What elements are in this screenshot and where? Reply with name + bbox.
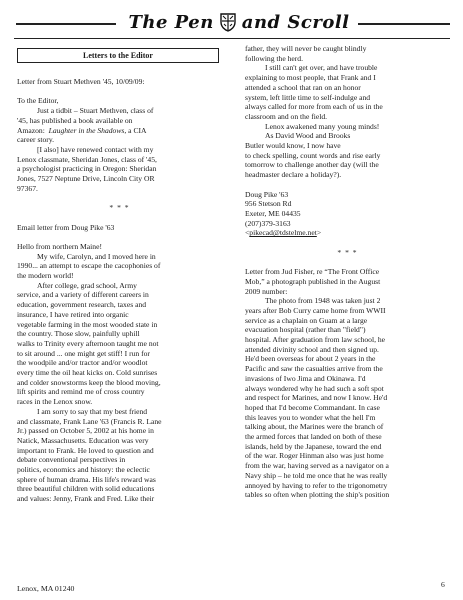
letter2-line: tomorrow to challenge another day (will the xyxy=(245,160,379,170)
letter2-line: As David Wood and Brooks xyxy=(265,131,351,141)
letter2-line: three beautiful children with solid educations xyxy=(17,484,155,494)
section-title: Letters to the Editor xyxy=(83,50,153,60)
page-number: 6 xyxy=(441,580,445,589)
letter2-line: the modern world! xyxy=(17,271,74,280)
masthead-title-left: The Pen xyxy=(128,11,214,33)
letter2-line: to sit around ... one might get stiff! I run for xyxy=(17,348,150,358)
section-separator-stars: * * * xyxy=(109,203,130,213)
letter1-line: Amazon: Laughter in the Shadows, a CIA xyxy=(17,125,147,135)
letter2-line: always called for more from each of us in the xyxy=(245,102,383,112)
letter3-line: of the war. Roger Hinman also was just home xyxy=(245,451,384,461)
signature-name: Doug Pike '63 xyxy=(245,189,289,199)
letter1-line: Jones, 7527 Neptune Drive, Lincoln City OR xyxy=(17,174,155,184)
letter2-line: My wife, Carolyn, and I moved here in xyxy=(37,251,156,261)
letter1-line: Lenox classmate, Sheridan Jones, class of '45, xyxy=(17,154,157,164)
masthead-rule-right xyxy=(358,23,450,25)
letter3-line: The photo from 1948 was taken just 2 xyxy=(265,296,381,306)
letter2-line: lift spirits and remind me of cross country xyxy=(17,387,145,397)
masthead-rule-left xyxy=(16,23,116,25)
letter2-line: important to Frank. He loved to question and xyxy=(17,445,154,455)
letter2-line: explaining to most people, that Frank and I xyxy=(245,73,376,83)
letter2-line: Natick, Massachusetts. Education was very xyxy=(17,435,149,445)
footer-location: Lenox, MA 01240 xyxy=(17,584,75,593)
letter2-line: to check spelling, count words and rise early xyxy=(245,150,381,160)
letter3-line: this leaves you to wonder what the hell I'm xyxy=(245,412,376,422)
letter2-heading: Email letter from Doug Pike '63 xyxy=(17,222,115,232)
letter2-line: politics, economics and history: the eclectic xyxy=(17,465,150,475)
letter2-line: I still can't get over, and have trouble xyxy=(265,63,378,73)
letter3-line: and respect for Marines, and now I know. He'd xyxy=(245,393,388,403)
letter2-line: and classmate, Frank Lane '63 (Francis R. Lane xyxy=(17,416,162,426)
letter3-line: service as a chaplain on Guam at a large xyxy=(245,315,368,325)
masthead-title-right: and Scroll xyxy=(241,11,350,33)
letter3-line: hoped that I'd become Commandant. In case xyxy=(245,402,380,412)
letter2-line: education, government research, taxes and xyxy=(17,300,147,310)
letter1-line: [I also] have renewed contact with my xyxy=(37,144,154,154)
letter1-line: career story. xyxy=(17,135,55,145)
letter2-line: I am sorry to say that my best friend xyxy=(37,406,148,416)
letter1-heading: Letter from Stuart Methven '45, 10/09/09: xyxy=(17,77,145,86)
letter3-line: He'd been overseas for about 2 years in the xyxy=(245,354,376,364)
letter3-heading: Letter from Jud Fisher, re “The Front Office xyxy=(245,267,380,277)
letter2-greeting: Hello from northern Maine! xyxy=(17,241,102,251)
letter2-line: system, left little time to self-indulge and xyxy=(245,92,371,102)
letter2-line: the country. Those slow, painfully uphill xyxy=(17,329,140,339)
letter2-line: and values: Jenny, Frank and Fred. Like their xyxy=(17,494,155,504)
letter3-line: from the war, having served as a navigator on a xyxy=(245,461,389,471)
letter2-line: following the herd. xyxy=(245,53,303,63)
letter2-line: Butler would know, I now have xyxy=(245,141,341,151)
letter3-line: attended divinity school and then signed up. xyxy=(245,344,379,354)
letter3-line: annoyed by having to refer to the trigonometry xyxy=(245,480,388,490)
header-divider xyxy=(14,38,450,39)
masthead-title xyxy=(122,7,356,37)
letter2-line: and colder snowstorms keep the blood moving, xyxy=(17,377,161,387)
letter3-line: talking about, the Marines were the branch of xyxy=(245,422,384,432)
letter2-line: walks to Trinity every afternoon taught me not xyxy=(17,338,159,348)
letter2-line: Lenox awakened many young minds! xyxy=(265,121,380,131)
letter1-line: a psychologist practicing in Oregon: Sheridan xyxy=(17,164,157,174)
signature-email-line: <pikecad@tdstelme.net> xyxy=(245,228,322,238)
letter2-line: races in the Lenox snow. xyxy=(17,397,93,407)
letter2-line: classroom and on the field. xyxy=(245,111,328,121)
letter2-line: service, and a variety of different careers in xyxy=(17,290,149,300)
letter3-line: Navy ship – he told me once that he was really xyxy=(245,470,388,480)
letter3-line: islands, held by the Japanese, toward the end xyxy=(245,441,382,451)
letter2-line: debate conventional perspectives in xyxy=(17,455,126,465)
letter2-line: sphere of human drama. His life's reward was xyxy=(17,474,156,484)
letter3-line: the armed forces that landed on both of these xyxy=(245,432,382,442)
shield-crest-icon xyxy=(217,11,239,33)
letter2-line: vegetable farming in the most wooded state in xyxy=(17,319,158,329)
signature-street: 956 Stetson Rd xyxy=(245,199,292,209)
letter3-line: years after Bob Curry came home from WWII xyxy=(245,305,386,315)
letter2-line: insurance, I have retired into organic xyxy=(17,309,129,319)
letter3-line: tables so often when plotting the ship's position xyxy=(245,490,390,500)
signature-phone: (207)379-3163 xyxy=(245,218,291,228)
masthead xyxy=(0,4,463,38)
letter1-line: 97367. xyxy=(17,183,38,193)
signature-city: Exeter, ME 04435 xyxy=(245,208,301,218)
right-column xyxy=(245,44,450,500)
section-title-box xyxy=(17,48,219,63)
letter3-line: invasions of Iwo Jima and Okinawa. I'd xyxy=(245,373,366,383)
left-column xyxy=(17,48,222,504)
letter3-line: always wondered why he had such a soft spot xyxy=(245,383,384,393)
letter3-heading: Mob,” a photograph published in the August xyxy=(245,276,381,286)
letter3-heading: 2009 number: xyxy=(245,286,288,296)
letter2-line: father, they will never be caught blindly xyxy=(245,44,367,53)
letter2-line: every time the oil heat kicks on. Cold sunrises xyxy=(17,368,158,378)
letter2-line: attended a school that ran on an honor xyxy=(245,82,361,92)
letter1-line: '45, has published a book available on xyxy=(17,115,133,125)
letter3-line: evacuation hospital (rather than "field") xyxy=(245,325,366,335)
letter1-line: Just a tidbit – Stuart Methven, class of xyxy=(37,106,154,116)
letter2-line: 1990... an attempt to escape the cacophonies of xyxy=(17,261,161,271)
letter2-line: Jr.) passed on October 5, 2002 at his home in xyxy=(17,426,154,436)
letter2-line: the woodpile and/or tractor and/or woodlot xyxy=(17,358,148,368)
signature-email-link[interactable]: pikecad@tdstelme.net xyxy=(249,228,317,238)
letter3-line: Pacific and saw the casualties arrive from the xyxy=(245,364,383,374)
letter2-line: After college, grad school, Army xyxy=(37,280,137,290)
section-separator-stars: * * * xyxy=(337,247,358,257)
book-title: Laughter in the Shadows xyxy=(48,125,125,135)
letter1-salutation: To the Editor, xyxy=(17,96,59,106)
letter2-line: headmaster declare a holiday?). xyxy=(245,170,342,180)
letter3-line: hospital. After graduation from law school, he xyxy=(245,335,386,345)
